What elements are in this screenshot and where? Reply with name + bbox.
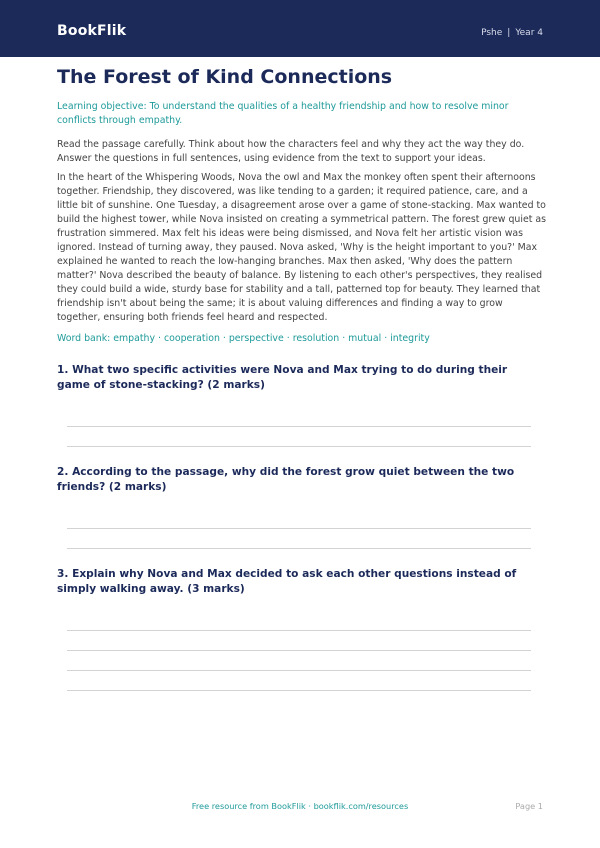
- answer-line[interactable]: [67, 528, 531, 529]
- brand-logo: BookFlik: [57, 23, 127, 39]
- page-header: [0, 0, 600, 57]
- footer-text: Free resource from BookFlik · bookflik.com/resources: [191, 801, 409, 811]
- answer-line[interactable]: [67, 446, 531, 447]
- answer-line[interactable]: [67, 690, 531, 691]
- answer-line[interactable]: [67, 670, 531, 671]
- answer-line[interactable]: [67, 426, 531, 427]
- word-bank: Word bank: empathy · cooperation · perspective · resolution · mutual · integrity: [57, 333, 430, 344]
- answer-line[interactable]: [67, 630, 531, 631]
- meta-separator: |: [507, 28, 511, 38]
- learning-objective: Learning objective: To understand the qualities of a healthy friendship and how to resolve minor conflicts through empathy.: [57, 101, 509, 126]
- reading-passage: In the heart of the Whispering Woods, Nova the owl and Max the monkey often spent their afternoons together. Friendship, they discovered, was like tending to a garden; it required patience, care, and a little bit of sunshine. One Tuesday, a disagreement arose over a game of stone-stacking. Max wanted to build the highest tower, while Nova insisted on creating a symmetrical pattern. The forest grew quiet as frustration simmered. Max felt his ideas were being dismissed, and Nova felt her artistic vision was ignored. Instead of turning away, they paused. Nova asked, 'Why is the height important to you?' Max explained he wanted to reach the low-hanging branches. Max then asked, 'Why does the pattern matter?' Nova described the beauty of balance. By listening to each other's perspectives, they realised they could build a wide, sturdy base for stability and a tall, patterned top for beauty. They learned that friendship isn't about being the same; it is about valuing differences and finding a way to grow together, ensuring both friends feel heard and respected.: [57, 172, 547, 323]
- question-3: 3. Explain why Nova and Max decided to ask each other questions instead of simply walking away. (3 marks): [57, 568, 517, 595]
- answer-line[interactable]: [67, 548, 531, 549]
- answer-line[interactable]: [67, 650, 531, 651]
- subject-year: [481, 28, 543, 38]
- question-1: 1. What two specific activities were Nova and Max trying to do during their game of stone-stacking? (2 marks): [57, 364, 508, 391]
- worksheet-title: The Forest of Kind Connections: [57, 66, 393, 88]
- year-label: Year 4: [515, 28, 543, 38]
- instructions: Read the passage carefully. Think about how the characters feel and why they act the way they do. Answer the questions in full sentences, using evidence from the text to support your ideas.: [57, 139, 525, 164]
- page-number: Page 1: [515, 801, 543, 811]
- question-2: 2. According to the passage, why did the forest grow quiet between the two friends? (2 marks): [57, 466, 515, 493]
- subject-label: Pshe: [481, 28, 503, 38]
